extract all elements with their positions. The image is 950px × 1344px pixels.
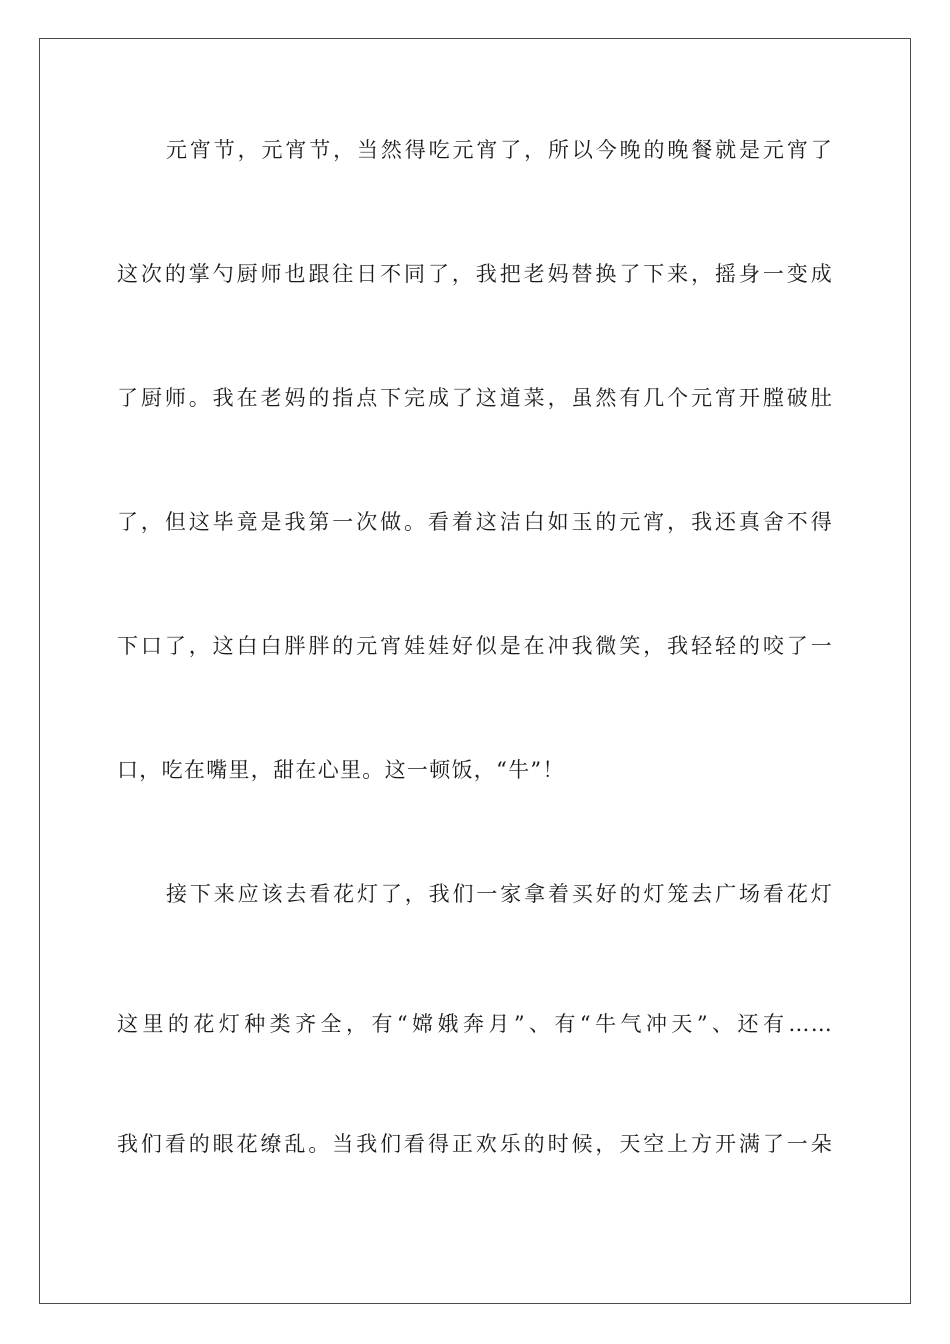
page-border <box>39 38 911 1304</box>
paragraph-1-line-1: 元宵节，元宵节，当然得吃元宵了，所以今晚的晚餐就是元宵了 <box>166 138 833 162</box>
paragraph-1-line-3: 了厨师。我在老妈的指点下完成了这道菜，虽然有几个元宵开膛破肚 <box>117 386 833 410</box>
paragraph-2-line-3: 我们看的眼花缭乱。当我们看得正欢乐的时候，天空上方开满了一朵 <box>117 1132 833 1156</box>
paragraph-2-line-1: 接下来应该去看花灯了，我们一家拿着买好的灯笼去广场看花灯 <box>166 882 833 906</box>
paragraph-1-line-4: 了，但这毕竟是我第一次做。看着这洁白如玉的元宵，我还真舍不得 <box>117 510 833 534</box>
paragraph-1-line-5: 下口了，这白白胖胖的元宵娃娃好似是在冲我微笑，我轻轻的咬了一 <box>117 634 833 658</box>
paragraph-1-line-2: 这次的掌勺厨师也跟往日不同了，我把老妈替换了下来，摇身一变成 <box>117 262 833 286</box>
paragraph-1-line-6: 口，吃在嘴里，甜在心里。这一顿饭，“牛”！ <box>117 758 565 782</box>
paragraph-2-line-2: 这里的花灯种类齐全，有“嫦娥奔月”、有“牛气冲天”、还有…… <box>117 1012 833 1036</box>
